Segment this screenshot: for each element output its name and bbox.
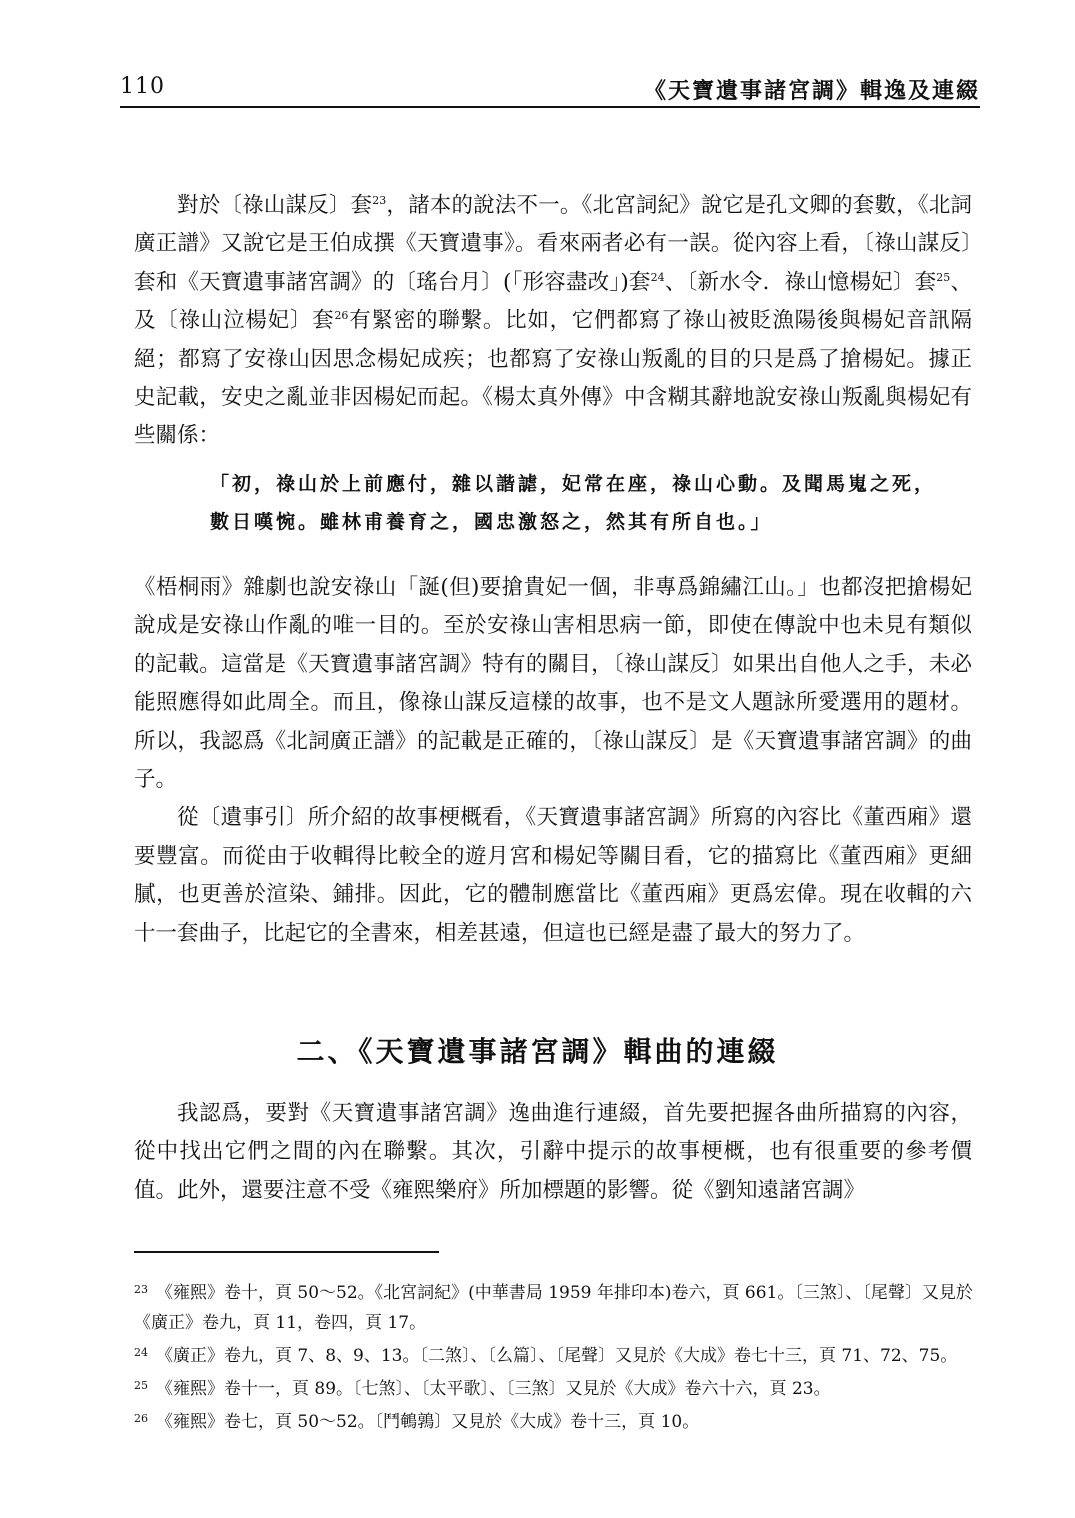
text-segment: 對於〔祿山謀反〕套 — [177, 193, 373, 218]
footnote-number: 26 — [134, 1412, 148, 1425]
paragraph-wutong-yu: 《梧桐雨》雜劇也說安祿山「誕(但)要搶貴妃一個，非專爲錦繡江山。」也都沒把搶楊妃說成是安祿山作亂的唯一目的。至於安祿山害相思病一節，即使在傳說中也未見有類似的記載。這當是《天寶遺事諸宮調》特有的關目，〔祿山謀反〕如果出自他人之手，未必能照應得如此周全。而且，像祿山謀反這樣的故事，也不是文人題詠所愛選用的題材。所以，我認爲《北詞廣正譜》的記載是正確的，〔祿山謀反〕是《天寶遺事諸宮調》的曲子。 — [134, 575, 972, 793]
running-title: 《天寶遺事諸宮調》輯逸及連綴 — [643, 78, 980, 104]
paragraph-story-outline: 從〔遺事引〕所介紹的故事梗概看，《天寶遺事諸宮調》所寫的內容比《董西廂》還要豐富。而從由于收輯得比較全的遊月宮和楊妃等關目看，它的描寫比《董西廂》更細膩，也更善於渲染、鋪排。因此，它的體制應當比《董西廂》更爲宏偉。現在收輯的六十一套曲子，比起它的全書來，相差甚遠，但這也已經是盡了最大的努力了。 — [134, 805, 972, 946]
footnote-text: 《雍熙》卷十一，頁 89。〔七煞〕、〔太平歌〕、〔三煞〕又見於《大成》卷六十六，頁 23。 — [156, 1379, 831, 1399]
page-number: 110 — [120, 74, 165, 99]
section-paragraph-block — [134, 1095, 972, 1210]
footnote-separator — [134, 1251, 439, 1253]
footnote-text: 《廣正》卷九，頁 7、8、9、13。〔二煞〕、〔么篇〕、〔尾聲〕又見於《大成》卷七十三，頁 71、72、75。 — [156, 1346, 958, 1366]
opening-paragraph-block — [134, 187, 972, 456]
text-segment: 有緊密的聯繫。比如，它們都寫了祿山被貶漁陽後與楊妃音訊隔絕；都寫了安祿山因思念楊妃成疾；也都寫了安祿山叛亂的目的只是爲了搶楊妃。據正史記載，安史之亂並非因楊妃而起。《楊太真外傳》中含糊其辭地說安祿山叛亂與楊妃有些關係： — [134, 308, 972, 449]
footnote-text: 《雍熙》卷七，頁 50～52。〔鬥鵪鶉〕又見於《大成》卷十三，頁 10。 — [156, 1412, 700, 1432]
footnotes — [134, 1275, 974, 1437]
footnote-ref-25: 25 — [936, 270, 951, 284]
paragraph-linking-method: 我認爲，要對《天寶遺事諸宮調》逸曲進行連綴，首先要把握各曲所描寫的內容，從中找出它們之間的內在聯繫。其次，引辭中提示的故事梗概，也有很重要的參考價值。此外，還要注意不受《雍熙樂府》所加標題的影響。從《劉知遠諸宮調》 — [134, 1101, 972, 1203]
footnote-text: 《雍熙》卷十，頁 50～52。《北宮詞紀》(中華書局 1959 年排印本)卷六，頁 661。〔三煞〕、〔尾聲〕又見於《廣正》卷九，頁 11，卷四，頁 17。 — [134, 1283, 973, 1333]
section-heading: 二、《天寶遺事諸宮調》輯曲的連綴 — [296, 1035, 779, 1068]
footnote-number: 23 — [134, 1283, 148, 1296]
text-segment: 、〔新水令．祿山憶楊妃〕套 — [664, 269, 937, 295]
footnote-number: 24 — [134, 1346, 148, 1359]
footnote-number: 25 — [134, 1379, 148, 1392]
header-rule — [120, 106, 980, 108]
footnote-25 — [134, 1371, 974, 1404]
quote-line-1: 「初，祿山於上前應付，雜以諧謔，妃常在座，祿山心動。及聞馬嵬之死， — [210, 473, 937, 495]
footnote-ref-23: 23 — [372, 193, 387, 207]
footnote-26 — [134, 1404, 974, 1437]
quote-line-2: 數日嘆惋。雖林甫養育之，國忠激怒之，然其有所自也。」 — [210, 511, 773, 533]
footnote-24 — [134, 1338, 974, 1371]
footnote-23 — [134, 1275, 974, 1338]
page-header — [120, 74, 980, 108]
text-segment: ，諸本的說法不一。《北宮詞紀》說它是孔文卿的套數，《北詞廣正譜》又說它是王伯成撰《天寶遺事》。看來兩者必有一誤。從內容上看，〔祿山謀反〕套和《天寶遺事諸宮調》的〔瑤台月〕(「形容盡改」)套 — [134, 193, 972, 295]
text-segment: 、及〔祿山泣楊妃〕套 — [134, 269, 972, 334]
footnote-ref-26: 26 — [334, 309, 349, 323]
footnote-ref-24: 24 — [650, 270, 665, 284]
post-quote-paragraphs — [134, 569, 972, 953]
block-quote — [210, 465, 972, 541]
paragraph-rokushan-rebellion — [134, 187, 972, 456]
